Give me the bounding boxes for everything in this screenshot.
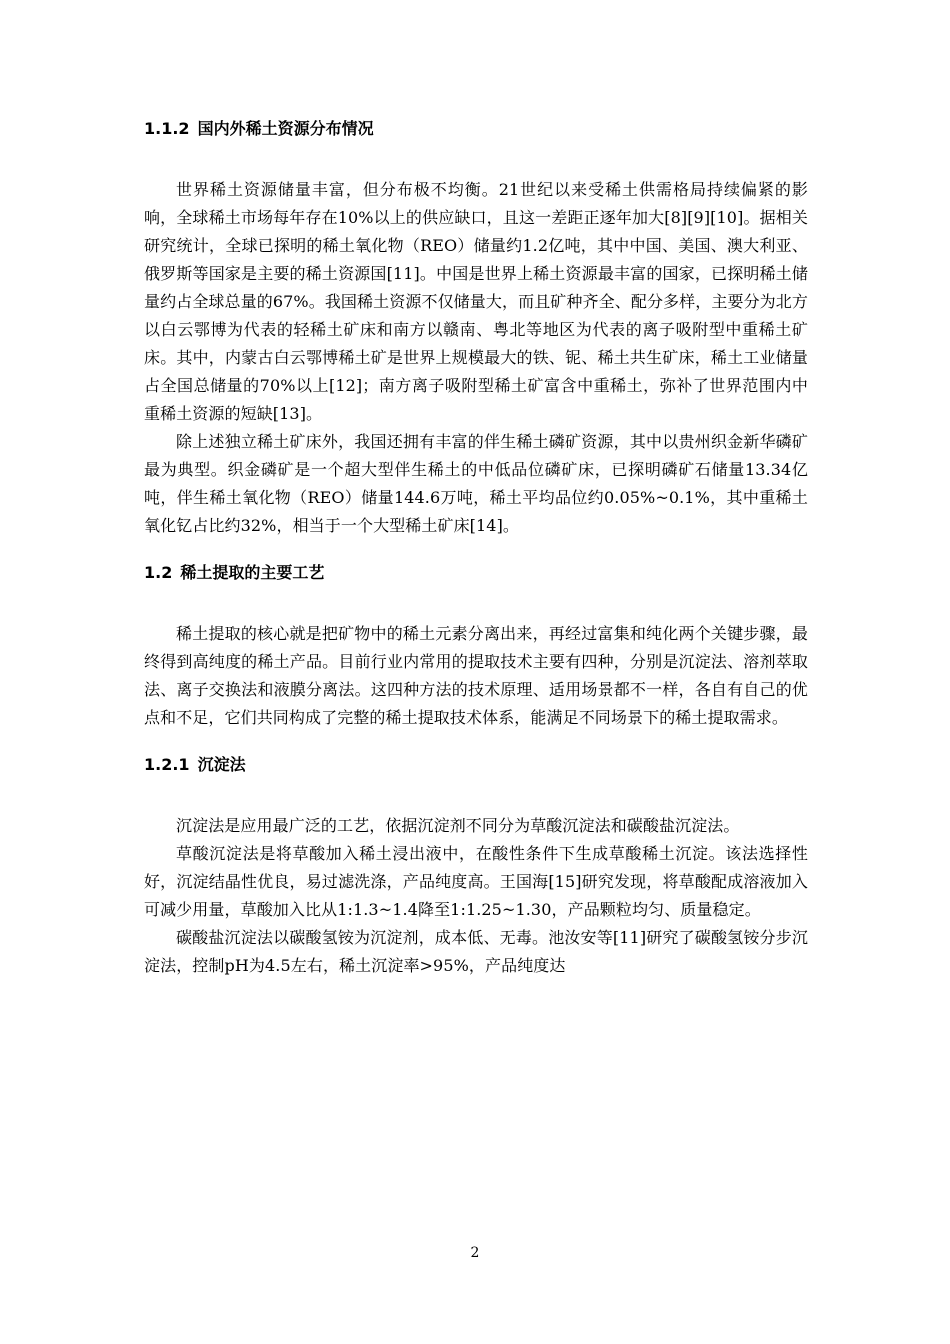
section-number: 1.1.2 — [144, 119, 190, 138]
paragraph: 草酸沉淀法是将草酸加入稀土浸出液中，在酸性条件下生成草酸稀土沉淀。该法选择性好，沉淀结晶性优良，易过滤洗涤，产品纯度高。王国海[15]研究发现，将草酸配成溶液加入可减少用量，草酸加入比从1:1.3~1.4降至1:1.25~1.30，产品颗粒均匀、质量稳定。 — [144, 844, 808, 919]
section-title: 国内外稀土资源分布情况 — [197, 119, 374, 138]
page-content — [144, 118, 808, 980]
section-heading-1-1-2 — [144, 118, 808, 140]
paragraph: 世界稀土资源储量丰富，但分布极不均衡。21世纪以来受稀土供需格局持续偏紧的影响，全球稀土市场每年存在10%以上的供应缺口，且这一差距正逐年加大[8][9][10]。据相关研究统计，全球已探明的稀土氧化物（REO）储量约1.2亿吨，其中中国、美国、澳大利亚、俄罗斯等国家是主要的稀土资源国[11]。中国是世界上稀土资源最丰富的国家，已探明稀土储量约占全球总量的67%。我国稀土资源不仅储量大，而且矿种齐全、配分多样，主要分为北方以白云鄂博为代表的轻稀土矿床和南方以赣南、粤北等地区为代表的离子吸附型中重稀土矿床。其中，内蒙古白云鄂博稀土矿是世界上规模最大的铁、铌、稀土共生矿床，稀土工业储量占全国总储量的70%以上[12]；南方离子吸附型稀土矿富含中重稀土，弥补了世界范围内中重稀土资源的短缺[13]。 — [144, 180, 808, 423]
section-title: 沉淀法 — [197, 755, 246, 774]
paragraph: 沉淀法是应用最广泛的工艺，依据沉淀剂不同分为草酸沉淀法和碳酸盐沉淀法。 — [176, 816, 740, 835]
section-title: 稀土提取的主要工艺 — [180, 563, 325, 582]
page-number: 2 — [470, 1245, 480, 1261]
paragraph: 稀土提取的核心就是把矿物中的稀土元素分离出来，再经过富集和纯化两个关键步骤，最终得到高纯度的稀土产品。目前行业内常用的提取技术主要有四种，分别是沉淀法、溶剂萃取法、离子交换法和液膜分离法。这四种方法的技术原理、适用场景都不一样，各自有自己的优点和不足，它们共同构成了完整的稀土提取技术体系，能满足不同场景下的稀土提取需求。 — [144, 624, 808, 727]
section-number: 1.2.1 — [144, 755, 190, 774]
paragraph: 碳酸盐沉淀法以碳酸氢铵为沉淀剂，成本低、无毒。池汝安等[11]研究了碳酸氢铵分步沉淀法，控制pH为4.5左右，稀土沉淀率>95%，产品纯度达 — [144, 928, 808, 975]
section-heading-1-2 — [144, 562, 808, 584]
paragraph: 除上述独立稀土矿床外，我国还拥有丰富的伴生稀土磷矿资源，其中以贵州织金新华磷矿最为典型。织金磷矿是一个超大型伴生稀土的中低品位磷矿床，已探明磷矿石储量13.34亿吨，伴生稀土氧化物（REO）储量144.6万吨，稀土平均品位约0.05%~0.1%，其中重稀土氧化钇占比约32%，相当于一个大型稀土矿床[14]。 — [144, 432, 808, 535]
section-number: 1.2 — [144, 563, 173, 582]
section-heading-1-2-1 — [144, 754, 808, 776]
